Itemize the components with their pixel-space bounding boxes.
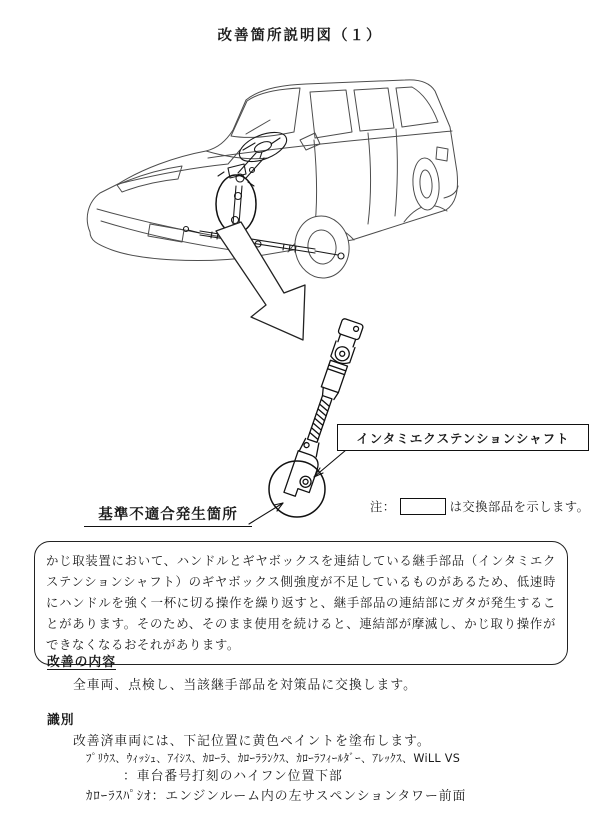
note-prefix: 注： bbox=[370, 500, 396, 514]
lower-yoke-highlight-circle bbox=[269, 461, 325, 517]
defect-label-leader bbox=[249, 503, 283, 524]
rear-quarter-window bbox=[396, 87, 438, 127]
side-mirror bbox=[300, 133, 320, 150]
defect-location-label: 基準不適合発生箇所 bbox=[84, 503, 252, 527]
steering-wheel bbox=[235, 127, 290, 168]
identification-models: ﾌﾟﾘｳｽ、ｳｨｯｼｭ、ｱｲｼｽ、ｶﾛｰﾗ、ｶﾛｰﾗﾗﾝｸｽ、ｶﾛｰﾗﾌｨｰﾙﾀﾞｰ、ｱﾚｯｸｽ、WiLL VS bbox=[86, 752, 461, 765]
vehicle-line-drawing bbox=[87, 80, 458, 282]
rear-wheel bbox=[411, 157, 441, 211]
front-door-window bbox=[310, 90, 352, 138]
note-line bbox=[370, 497, 589, 515]
swap-part-sample-box bbox=[400, 498, 446, 515]
identification-models-location: ：車台番号打刻のハイフン位置下部 bbox=[123, 769, 343, 784]
part-label-leader bbox=[314, 450, 346, 477]
defect-description-box: かじ取装置において、ハンドルとギヤボックスを連結している継手部品（インタミエクステンションシャフト）のギヤボックス側強度が不足しているものがあるため、低速時にハンドルを強く一杯に切る操作を繰り返すと、継手部品の連結部にガタが発生することがあります。そのため、そのまま使用を続けると、連結部が摩滅し、かじ取り操作ができなくなるおそれがあります。 bbox=[34, 541, 568, 665]
windshield bbox=[231, 88, 300, 137]
identification-spacio-line: ｶﾛｰﾗｽﾊﾟｼｵ：エンジンルーム内の左サスペンションタワー前面 bbox=[86, 789, 467, 804]
improvement-heading: 改善の内容 bbox=[47, 655, 116, 670]
intermediate-shaft-in-car bbox=[232, 186, 243, 224]
improvement-body: 全車両、点検し、当該継手部品を対策品に交換します。 bbox=[73, 678, 417, 693]
mid-window bbox=[354, 88, 394, 131]
note-suffix: は交換部品を示します。 bbox=[449, 500, 590, 514]
part-name-callout: インタミエクステンションシャフト bbox=[337, 424, 589, 451]
car-body-outline bbox=[87, 80, 457, 261]
identification-heading: 識別 bbox=[47, 713, 75, 728]
fuel-door bbox=[436, 147, 448, 161]
identification-intro: 改善済車両には、下記位置に黄色ペイントを塗布します。 bbox=[73, 734, 431, 749]
page-title: 改善箇所説明図（１） bbox=[217, 28, 383, 44]
hollow-pointer-arrow bbox=[216, 222, 305, 340]
license-plate bbox=[148, 224, 184, 242]
shaft-detail-drawing bbox=[283, 318, 367, 500]
